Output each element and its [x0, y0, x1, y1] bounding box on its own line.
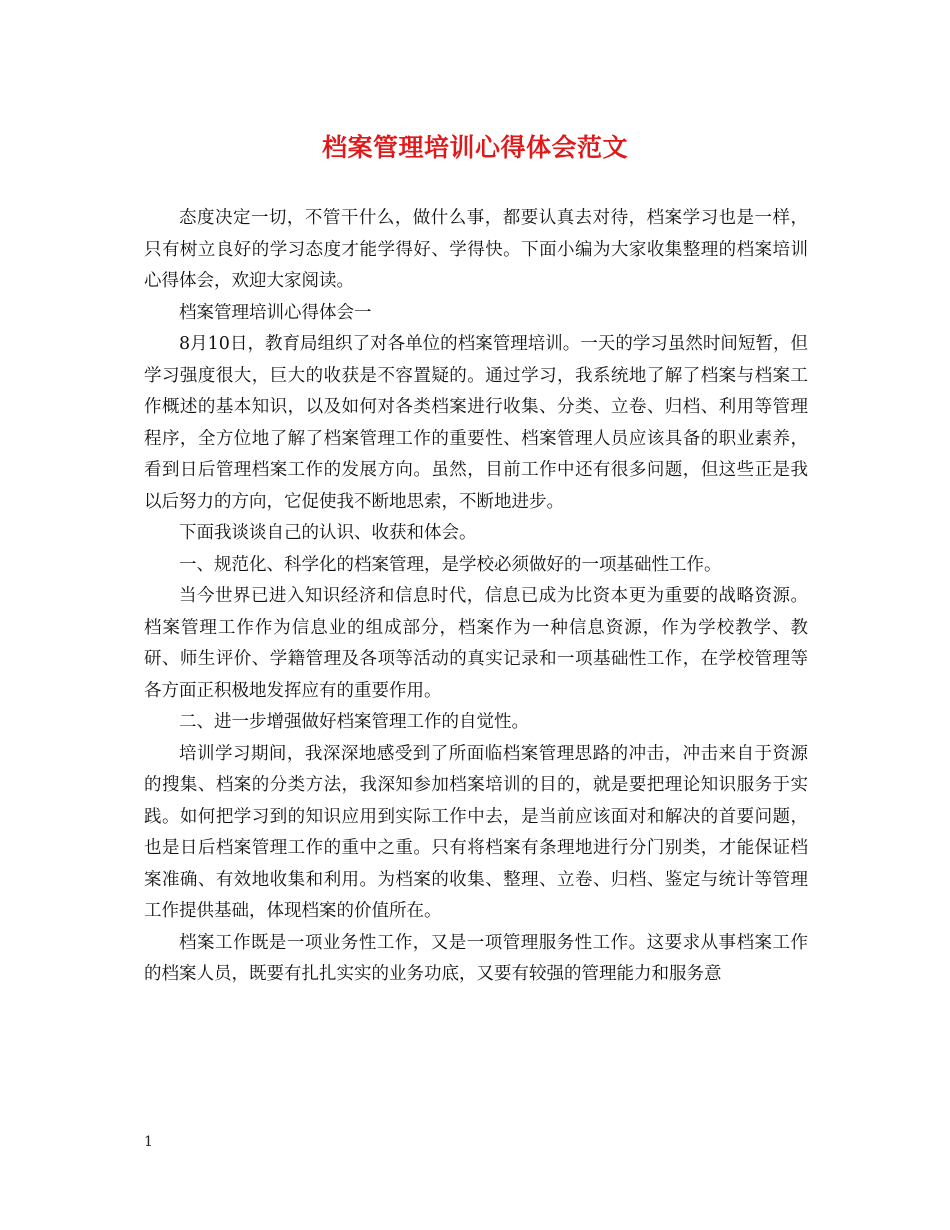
- paragraph-point-one-body: 当今世界已进入知识经济和信息时代，信息已成为比资本更为重要的战略资源。档案管理工作作为信息业的组成部分，档案作为一种信息资源，作为学校教学、教研、师生评价、学籍管理及各项等活动的真实记录和一项基础性工作，在学校管理等各方面正积极地发挥应有的重要作用。: [144, 586, 808, 701]
- paragraph-point-one: 一、规范化、科学化的档案管理，是学校必须做好的一项基础性工作。: [179, 554, 722, 575]
- document-body: [144, 203, 808, 991]
- paragraph-point-two-body: 培训学习期间，我深深地感受到了所面临档案管理思路的冲击，冲击来自于资源的搜集、档案的分类方法，我深知参加档案培训的目的，就是要把理论知识服务于实践。如何把学习到的知识应用到实际工作中去，是当前应该面对和解决的首要问题，也是日后档案管理工作的重中之重。只有将档案有条理地进行分门别类，才能保证档案准确、有效地收集和利用。为档案的收集、整理、立卷、归档、鉴定与统计等管理工作提供基础，体现档案的价值所在。: [144, 743, 808, 921]
- paragraph-section-heading: 档案管理培训心得体会一: [179, 302, 372, 323]
- paragraph-training-summary: 8月10日，教育局组织了对各单位的档案管理培训。一天的学习虽然时间短暂，但学习强度很大，巨大的收获是不容置疑的。通过学习，我系统地了解了档案与档案工作概述的基本知识，以及如何对各类档案进行收集、分类、立卷、归档、利用等管理程序，全方位地了解了档案管理工作的重要性、档案管理人员应该具备的职业素养，看到日后管理档案工作的发展方向。虽然，目前工作中还有很多问题，但这些正是我以后努力的方向，它促使我不断地思索，不断地进步。: [144, 334, 808, 512]
- paragraph-archive-work: 档案工作既是一项业务性工作，又是一项管理服务性工作。这要求从事档案工作的档案人员，既要有扎扎实实的业务功底，又要有较强的管理能力和服务意: [144, 932, 808, 984]
- paragraph-transition: 下面我谈谈自己的认识、收获和体会。: [179, 523, 477, 543]
- paragraph-point-two: 二、进一步增强做好档案管理工作的自觉性。: [179, 712, 529, 732]
- paragraph-intro: 态度决定一切，不管干什么，做什么事，都要认真去对待，档案学习也是一样，只有树立良好的学习态度才能学得好、学得快。下面小编为大家收集整理的档案培训心得体会，欢迎大家阅读。: [144, 208, 808, 291]
- document-title: 档案管理培训心得体会范文: [321, 133, 628, 162]
- page-number: 1: [144, 1134, 153, 1150]
